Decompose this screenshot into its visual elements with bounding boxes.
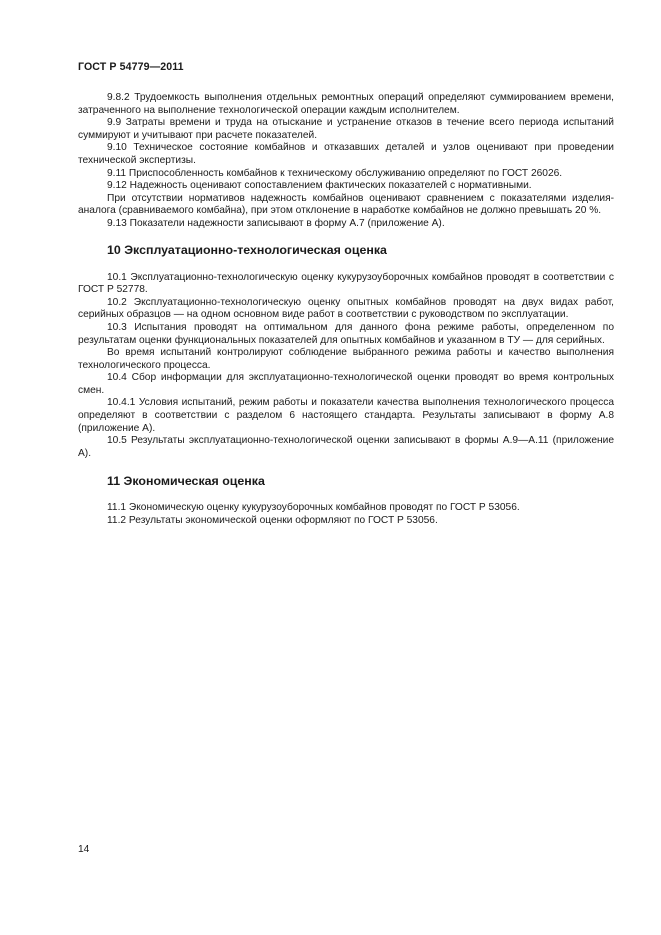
paragraph-11-1: 11.1 Экономическую оценку кукурузоуборочных комбайнов проводят по ГОСТ Р 53056. xyxy=(107,502,520,514)
paragraph-10-3: 10.3 Испытания проводят на оптимальном для данного фона режиме работы, определенном по результатам оценки функциональных показателей для опытных комбайнов и указанном в ТУ — для серийных. xyxy=(78,321,614,346)
paragraph-10-3-note: Во время испытаний контролируют соблюдение выбранного режима работы и качество выполнения технологического процесса. xyxy=(78,347,614,371)
document-body xyxy=(78,92,614,528)
paragraph-9-13: 9.13 Показатели надежности записывают в форму А.7 (приложение А). xyxy=(107,217,445,229)
paragraph-9-11: 9.11 Приспособленность комбайнов к техническому обслуживанию определяют по ГОСТ 26026. xyxy=(107,167,563,179)
paragraph-11-2: 11.2 Результаты экономической оценки оформляют по ГОСТ Р 53056. xyxy=(107,515,438,527)
paragraph-10-1: 10.1 Эксплуатационно-технологическую оценку кукурузоуборочных комбайнов проводят в соответствии с ГОСТ Р 52778. xyxy=(78,271,614,296)
paragraph-9-8-2: 9.8.2 Трудоемкость выполнения отдельных ремонтных операций определяют суммированием времени, затраченного на выполнение технологической операции каждым исполнителем. xyxy=(78,92,614,116)
section-9-continuation xyxy=(78,92,614,231)
paragraph-10-2: 10.2 Эксплуатационно-технологическую оценку опытных комбайнов проводят на двух видах работ, серийных образцов — на одном основном виде работ в соответствии с руководством по эксплуатации. xyxy=(78,296,614,321)
paragraph-9-10: 9.10 Техническое состояние комбайнов и отказавших деталей и узлов оценивают при проведении технической экспертизы. xyxy=(78,142,614,166)
paragraph-10-4-1: 10.4.1 Условия испытаний, режим работы и показатели качества выполнения технологического процесса определяют в соответствии с разделом 6 настоящего стандарта. Результаты записывают в форму А.8 (приложение А). xyxy=(78,397,614,434)
paragraph-10-5: 10.5 Результаты эксплуатационно-технологической оценки записывают в формы А.9—А.11 (приложение А). xyxy=(78,435,614,459)
section-11-heading: 11 Экономическая оценка xyxy=(107,474,265,489)
section-10 xyxy=(78,272,614,461)
paragraph-9-12: 9.12 Надежность оценивают сопоставлением фактических показателей с нормативными. xyxy=(107,180,532,192)
paragraph-9-9: 9.9 Затраты времени и труда на отыскание и устранение отказов в течение всего периода испытаний суммируют и учитывают при расчете показателей. xyxy=(78,117,614,141)
section-10-heading: 10 Эксплуатационно-технологическая оценка xyxy=(107,242,387,257)
paragraph-10-4: 10.4 Сбор информации для эксплуатационно-технологической оценки проводят во время контрольных смен. xyxy=(78,372,614,396)
paragraph-9-12-note: При отсутствии нормативов надежность комбайнов оценивают сравнением с показателями изделия-аналога (сравниваемого комбайна), при этом отклонение в наработке комбайнов не должно превышать 20 %. xyxy=(78,192,614,217)
section-11 xyxy=(78,502,614,527)
page-number: 14 xyxy=(78,844,90,855)
document-header: ГОСТ Р 54779—2011 xyxy=(78,61,184,73)
